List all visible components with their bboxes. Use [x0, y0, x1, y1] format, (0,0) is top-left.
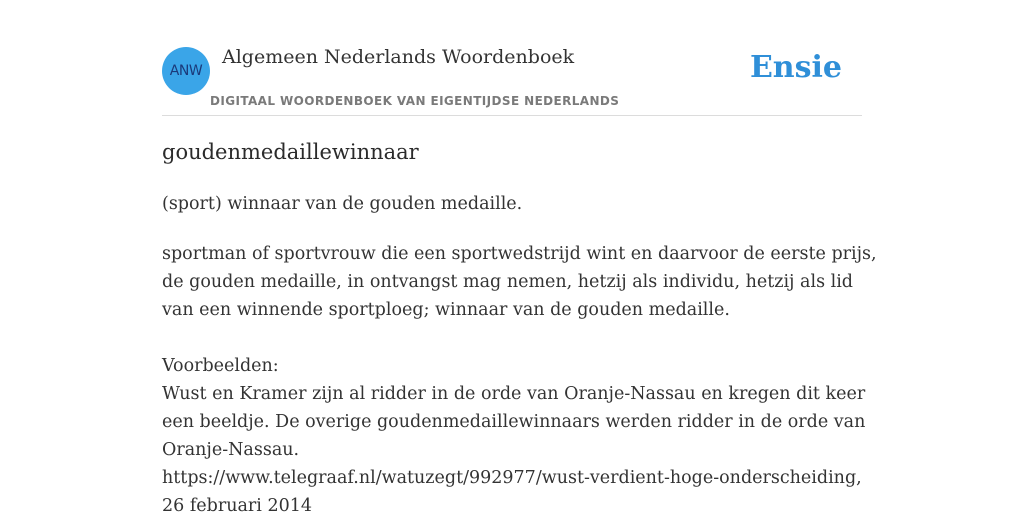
example-line: Wust en Kramer zijn al ridder in de orde van Oranje-Nassau en kregen dit keer: [162, 384, 866, 404]
example-source-url: https://www.telegraaf.nl/watuzegt/992977/wust-verdient-hoge-onderscheiding,: [162, 468, 862, 488]
examples-heading: Voorbeelden:: [162, 356, 279, 376]
dictionary-subtitle: DIGITAAL WOORDENBOEK VAN EIGENTIJDSE NEDERLANDS: [210, 94, 620, 108]
example-source-date: 26 februari 2014: [162, 496, 312, 516]
entry-word-title: goudenmedaillewinnaar: [162, 140, 419, 164]
example-line: Oranje-Nassau.: [162, 440, 300, 460]
example-line: een beeldje. De overige goudenmedaillewinnaars werden ridder in de orde van: [162, 412, 866, 432]
ensie-brand-logo[interactable]: Ensie: [749, 50, 842, 85]
anw-logo[interactable]: [162, 47, 210, 95]
paragraph-spacer: [162, 324, 862, 352]
definition-line: sportman of sportvrouw die een sportwedstrijd wint en daarvoor de eerste prijs,: [162, 244, 877, 264]
definition-line: van een winnende sportploeg; winnaar van de gouden medaille.: [162, 300, 730, 320]
page: [162, 0, 877, 516]
long-definition: [162, 240, 877, 520]
site-header: [162, 0, 862, 116]
definition-line: de gouden medaille, in ontvangst mag nemen, hetzij als individu, hetzij als lid: [162, 272, 854, 292]
dictionary-title[interactable]: Algemeen Nederlands Woordenboek: [222, 46, 575, 68]
short-definition: (sport) winnaar van de gouden medaille.: [162, 194, 523, 214]
logo-text: ANW: [169, 63, 203, 79]
